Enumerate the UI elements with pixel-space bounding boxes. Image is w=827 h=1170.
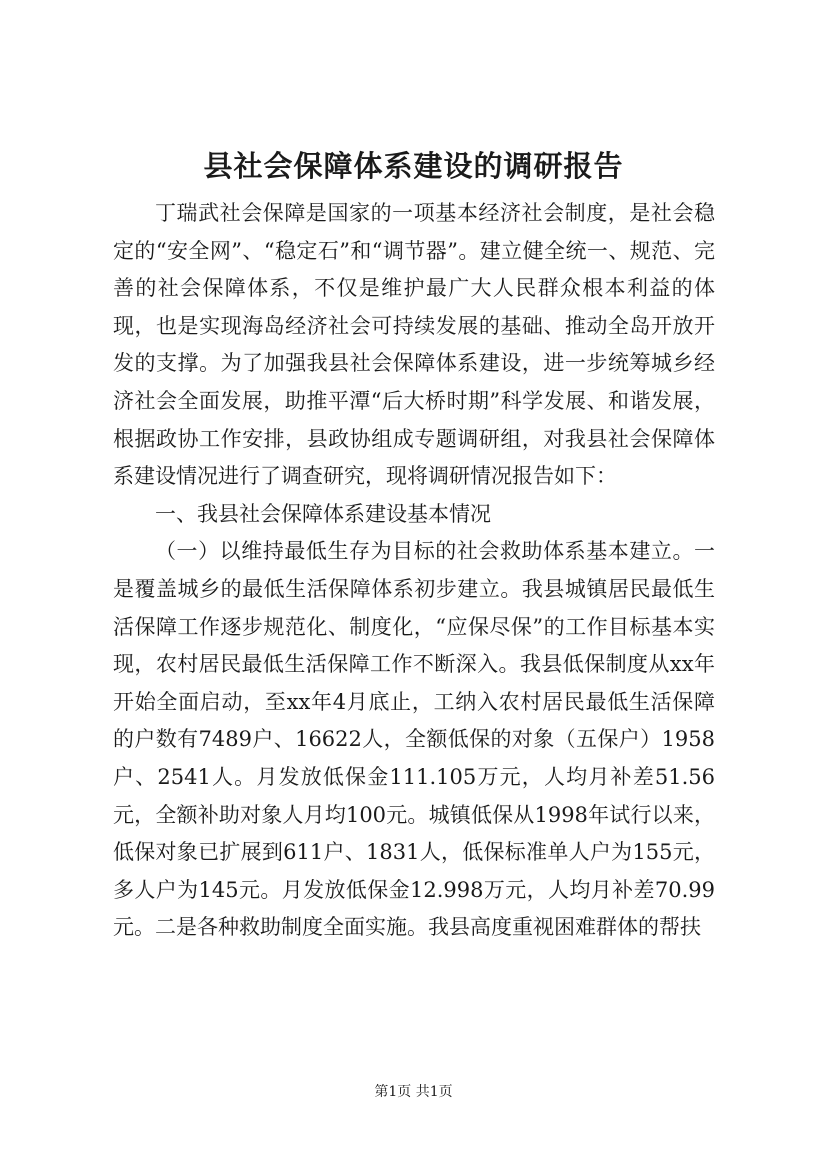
document-title: 县社会保障体系建设的调研报告 (203, 149, 624, 183)
paragraph-social-assistance: （一）以维持最低生存为目标的社会救助体系基本建立。一是覆盖城乡的最低生活保障体系初步建立。我县城镇居民最低生活保障工作逐步规范化、制度化，“应保尽保”的工作目标基本实现，农村居民最低生活保障工作不断深入。我县低保制度从xx年开始全面启动，至xx年4月底止，工纳入农村居民最低生活保障的户数有7489户、16622人，全额低保的对象（五保户）1958户、2541人。月发放低保金111.105万元，人均月补差51.56元，全额补助对象人月均100元。城镇低保从1998年试行以来，低保对象已扩展到611户、1831人，低保标准单人户为155元，多人户为145元。月发放低保金12.998万元，人均月补差70.99元。二是各种救助制度全面实施。我县高度重视困难群体的帮扶 (113, 539, 715, 940)
document-body (113, 195, 715, 947)
section-heading: 一、我县社会保障体系建设基本情况 (155, 501, 491, 526)
page-footer: 第1页 共1页 (374, 1084, 453, 1100)
paragraph-intro: 丁瑞武社会保障是国家的一项基本经济社会制度，是社会稳定的“安全网”、“稳定石”和“调节器”。建立健全统一、规范、完善的社会保障体系，不仅是维护最广大人民群众根本利益的体现，也是实现海岛经济社会可持续发展的基础、推动全岛开放开发的支撑。为了加强我县社会保障体系建设，进一步统筹城乡经济社会全面发展，助推平潭“后大桥时期”科学发展、和谐发展，根据政协工作安排，县政协组成专题调研组，对我县社会保障体系建设情况进行了调查研究，现将调研情况报告如下： (113, 201, 715, 489)
